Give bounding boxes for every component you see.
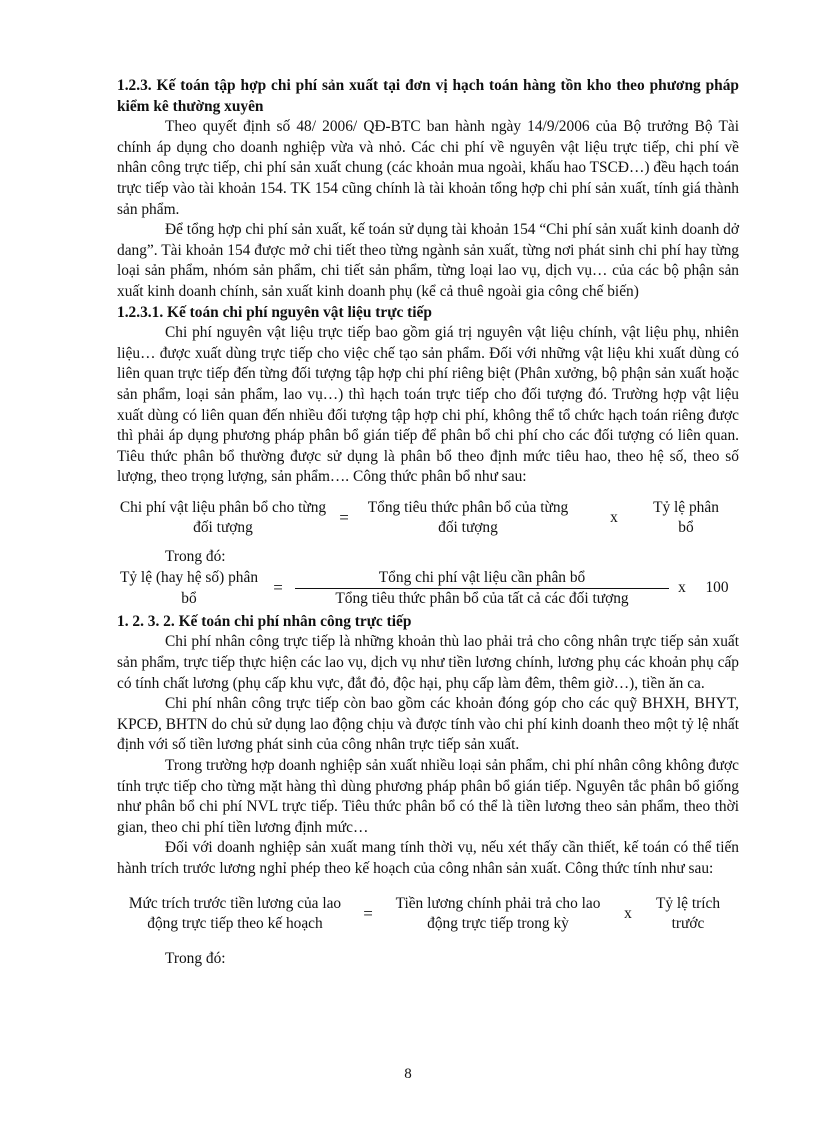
formula-3-left: Mức trích trước tiền lương của lao động trực tiếp theo kế hoạch — [128, 894, 342, 933]
formula-1-middle: Tổng tiêu thức phân bổ của từng đối tượng — [367, 498, 569, 537]
formula-1-equals: = — [339, 508, 349, 528]
formula-2-denominator: Tổng tiêu thức phân bổ của tất cả các đối tượng — [295, 588, 669, 610]
formula-allocation-ratio — [117, 568, 739, 610]
paragraph-3: Chi phí nguyên vật liệu trực tiếp bao gồm giá trị nguyên vật liệu chính, vật liệu phụ, nhiên liệu… được xuất dùng trực tiếp cho việc chế tạo sản phẩm. Đối với những vật liệu khi xuất dùng có liên quan trực tiếp đến từng đối tượng tập hợp chi phí riêng biệt (Phân xưởng, bộ phận sản xuất hoặc sản phẩm, loại sản phẩm, lao vụ…) thì hạch toán trực tiếp cho đối tượng đó. Trường hợp vật liệu xuất dùng có liên quan đến nhiều đối tượng tập hợp chi phí, không thể tổ chức hạch toán riêng được thì phải áp dụng phương pháp phân bổ gián tiếp để phân bổ chi phí cho các đối tượng có liên quan. Tiêu thức phân bổ thường được sử dụng là phân bổ theo định mức tiêu hao, theo hệ số, theo số lượng, theo trọng lượng, sản phẩm…. Công thức phân bổ như sau: — [117, 324, 739, 486]
formula-wage-accrual — [117, 894, 739, 935]
formula-1-times: x — [610, 509, 618, 527]
page-number: 8 — [404, 1066, 412, 1082]
subsection-heading-2: 1. 2. 3. 2. Kế toán chi phí nhân công trực tiếp — [117, 612, 412, 630]
formula-2-equals: = — [273, 578, 283, 598]
formula-3-equals: = — [363, 903, 373, 923]
formula-material-allocation — [117, 498, 739, 539]
paragraph-7: Đối với doanh nghiệp sản xuất mang tính thời vụ, nếu xét thấy cần thiết, kế toán có thể tiến hành trích trước lương nghỉ phép theo kế hoạch của công nhân sản xuất. Công thức tính như sau: — [117, 839, 739, 877]
section-heading: 1.2.3. Kế toán tập hợp chi phí sản xuất tại đơn vị hạch toán hàng tồn kho theo phương pháp kiểm kê thường xuyên — [117, 77, 739, 115]
formula-2-times: x — [678, 579, 686, 597]
trong-do-label-1: Trong đó: — [165, 548, 226, 566]
formula-1-right: Tỷ lệ phân bổ — [653, 498, 719, 537]
formula-2-numerator: Tổng chi phí vật liệu cần phân bổ — [378, 568, 586, 586]
formula-2-multiplier: 100 — [705, 579, 729, 597]
formula-2-fraction — [295, 568, 669, 610]
paragraph-2: Để tổng hợp chi phí sản xuất, kế toán sử dụng tài khoản 154 “Chi phí sản xuất kinh doanh dở dang”. Tài khoản 154 được mở chi tiết theo từng ngành sản xuất, từng nơi phát sinh chi phí hay từng loại sản phẩm, nhóm sản phẩm, chi tiết sản phẩm, từng loại lao vụ, dịch vụ… của các bộ phận sản xuất kinh doanh chính, sản xuất kinh doanh phụ (kể cả thuê ngoài gia công chế biến) — [117, 221, 739, 300]
paragraph-5: Chi phí nhân công trực tiếp còn bao gồm các khoản đóng góp cho các quỹ BHXH, BHYT, KPCĐ, BHTN do chủ sử dụng lao động chịu và được tính vào chi phí kinh doanh theo một tỷ lệ nhất định với số tiền lương phát sinh của công nhân trực tiếp sản xuất. — [117, 695, 739, 754]
document-page — [117, 76, 739, 969]
formula-2-left: Tỷ lệ (hay hệ số) phân bổ — [119, 569, 259, 607]
subsection-heading-1: 1.2.3.1. Kế toán chi phí nguyên vật liệu trực tiếp — [117, 303, 432, 321]
paragraph-4: Chi phí nhân công trực tiếp là những khoản thù lao phải trả cho công nhân trực tiếp sản xuất sản phẩm, trực tiếp thực hiện các lao vụ, dịch vụ như tiền lương chính, lương phụ các khoản phụ cấp có tính chất lương (phụ cấp khu vực, đắt đỏ, độc hại, phụ cấp làm đêm, thêm giờ…), tiền ăn ca. — [117, 633, 739, 692]
trong-do-label-2: Trong đó: — [165, 949, 226, 967]
paragraph-1: Theo quyết định số 48/ 2006/ QĐ-BTC ban hành ngày 14/9/2006 của Bộ trưởng Bộ Tài chính áp dụng cho doanh nghiệp vừa và nhỏ. Các chi phí về nguyên vật liệu trực tiếp, chi phí về nhân công trực tiếp, chi phí sản xuất chung (các khoản mua ngoài, khấu hao TSCĐ…) đều hạch toán trực tiếp vào tài khoản 154. TK 154 cũng chính là tài khoản tổng hợp chi phí sản xuất, tính giá thành sản phẩm. — [117, 118, 739, 218]
formula-3-right: Tỷ lệ trích trước — [655, 894, 721, 933]
formula-3-times: x — [624, 904, 632, 922]
formula-3-middle: Tiền lương chính phải trả cho lao động trực tiếp trong kỳ — [395, 894, 601, 933]
paragraph-6: Trong trường hợp doanh nghiệp sản xuất nhiều loại sản phẩm, chi phí nhân công không được tính trực tiếp cho từng mặt hàng thì dùng phương pháp phân bổ gián tiếp. Nguyên tắc phân bổ giống như phân bổ chi phí NVL trực tiếp. Tiêu thức phân bổ có thể là tiền lương theo sản phẩm, theo thời gian, theo chi phí tiền lương định mức… — [117, 757, 739, 836]
formula-1-left: Chi phí vật liệu phân bổ cho từng đối tượng — [119, 498, 327, 537]
